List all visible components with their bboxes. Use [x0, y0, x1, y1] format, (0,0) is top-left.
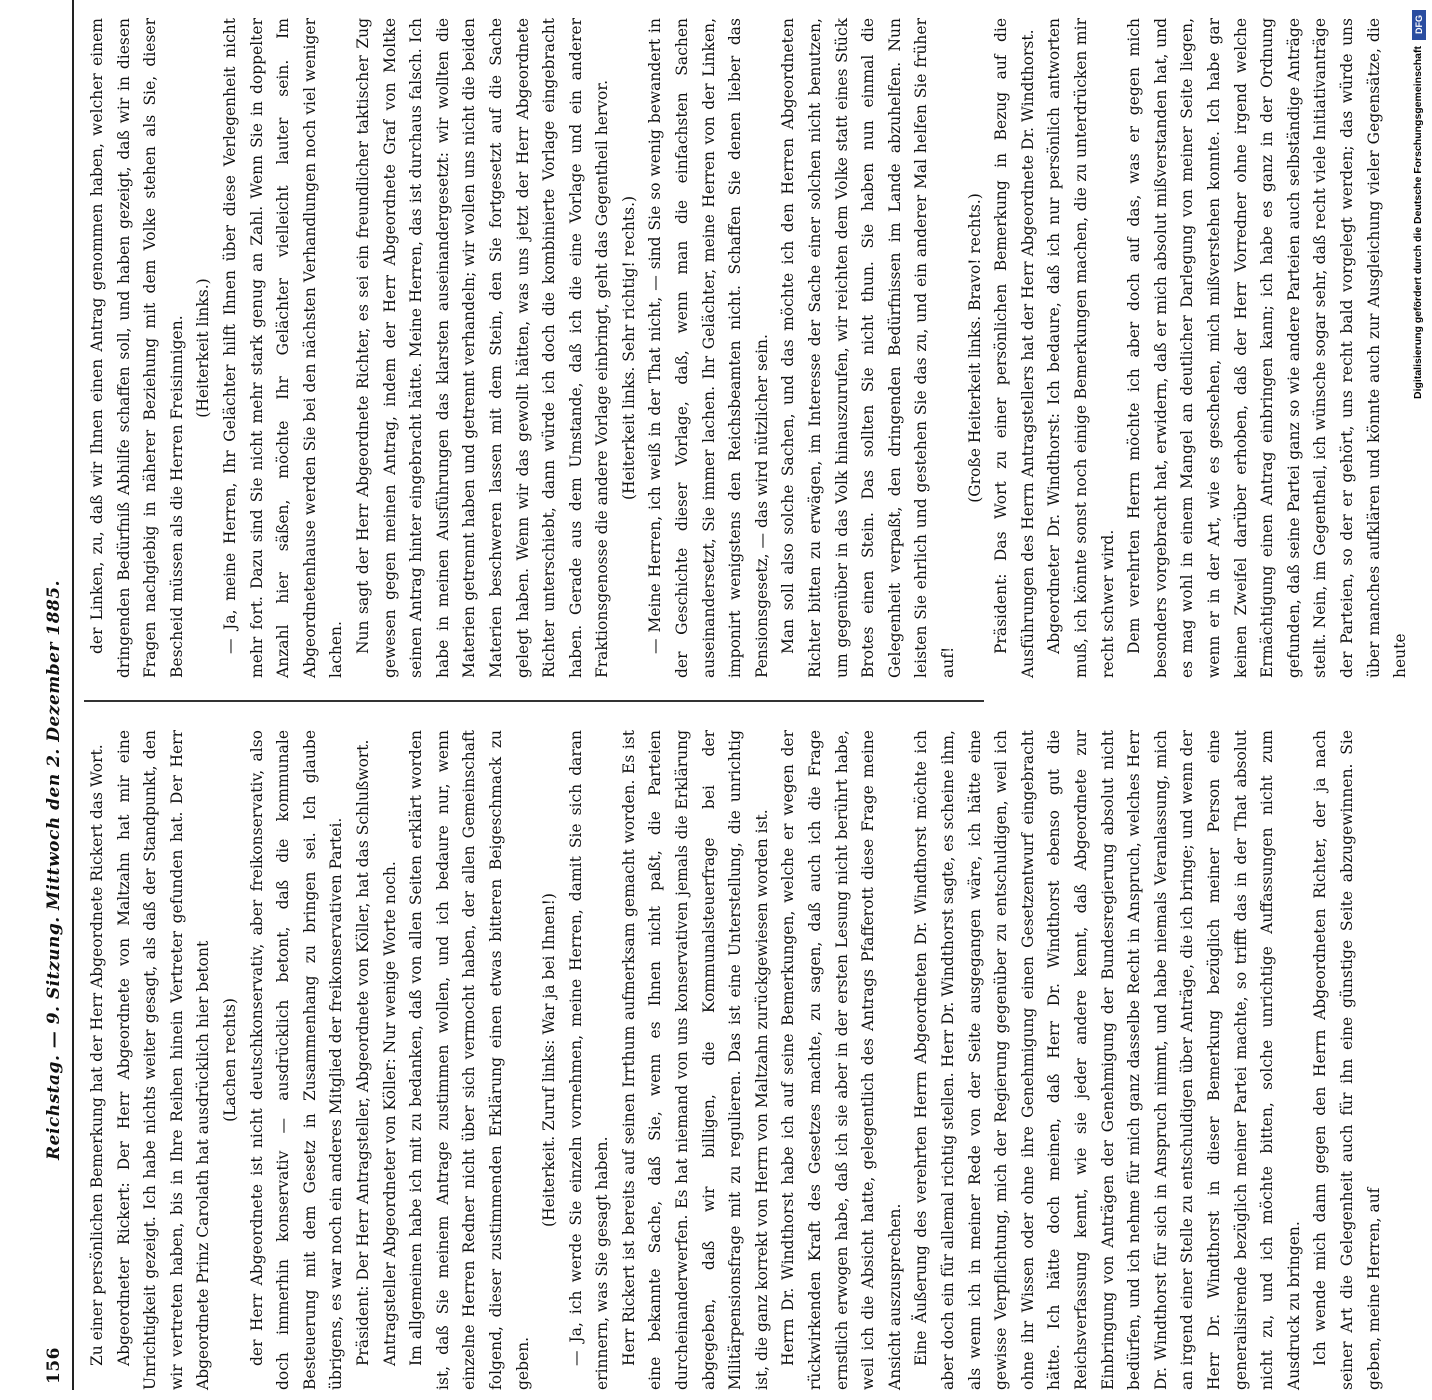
- page-number: 156: [44, 1347, 64, 1384]
- paragraph: Abgeordneter Dr. Windthorst: Ich bedaure, daß ich nur persönlich antworten muß, ich könnte sonst noch einige Bemerkungen machen, die zu unterdrücken mir recht schwer wird.: [1045, 18, 1117, 678]
- column-divider: [84, 700, 984, 702]
- paragraph: Ich wende mich dann gegen den Herrn Abgeordneten Richter, der ja nach seiner Art die Gelegenheit auch für ihn eine günstige Seite abzugewinnen. Sie geben, meine Herren, auf: [1311, 730, 1383, 1390]
- paragraph: Herrn Dr. Windthorst habe ich auf seine Bemerkungen, welche er wegen der rückwirkenden Kraft des Gesetzes machte, zu sagen, daß auch ich die Frage ernstlich erwogen habe, daß ich sie aber in der ersten Lesung nicht berührt habe, weil ich die Absicht hatte, gelegentlich des Antrags Pfafferott diese Frage meine Ansicht auszusprechen.: [779, 730, 904, 1390]
- paragraph: Eine Äußerung des verehrten Herrn Abgeordneten Dr. Windthorst möchte ich aber doch ein für allemal richtig stellen. Herr Dr. Windthorst sagte, es scheine ihm, als wenn ich in meiner Rede von der Seite ausgegangen wäre, ich hätte eine gewisse Verpflichtung, mich der Regierung gegenüber zu entschuldigen, weil ich ohne ihr Wissen oder ohne ihre Genehmigung einen Gesetzentwurf eingebracht hätte. Ich hätte doch meinen, daß Herr Dr. Windthorst ebenso gut die Reichsverfassung kennt, wie sie jeder andere kennt, daß Abgeordnete zur Einbringung von Anträgen der Genehmigung der Bundesregierung absolut nicht bedürfen, und ich nehme für mich ganz dasselbe Recht in Anspruch, welches Herr Dr. Windthorst für sich in Anspruch nimmt, und habe niemals Veranlassung, mich an irgend einer Stelle zu entschuldigen über Anträge, die ich bringe; und wenn der Herr Dr. Windthorst in dieser Bemerkung bezüglich meiner Person eine generalisirende bezüglich meiner Partei machte, so trifft das in der That absolut nicht zu, und ich möchte bitten, solche unrichtige Auffassungen nicht zum Ausdruck zu bringen.: [912, 730, 1303, 1390]
- dfg-logo: DFG: [1412, 10, 1426, 40]
- paragraph: (Lachen rechts): [220, 998, 239, 1122]
- paragraph: Herr Rickert ist bereits auf seinen Irrthum aufmerksam gemacht worden. Es ist eine bekannte Sache, daß Sie, wenn es Ihnen nicht paßt, die Parteien durcheinanderwerfen. Es hat niemand von uns konservativen jemals die Erklärung abgegeben, daß wir billigen, die Kommunalsteuerfrage bei der Militärpensionsfrage mit zu regulieren. Das ist eine Unterstellung, die unrichtig ist, die ganz korrekt von Herrn von Maltzahn zurückgewiesen worden ist.: [619, 730, 771, 1390]
- paragraph: Nun sagt der Herr Abgeordnete Richter, es sei ein freundlicher taktischer Zug gewesen gegen meinen Antrag, indem der Herr Abgeordnete Graf von Moltke seinen Antrag hinter eingebracht hätte. Meine Herren, das ist durchaus falsch. Ich habe in meinen Ausführungen das klarsten auseinandergesetzt: wir wollten die Materien getrennt haben und getrennt verhandeln; wir wollen uns nicht die beiden Materien beschweren lassen mit dem Stein, den Sie fortgesetzt auf die Sache gelegt haben. Wenn wir das gewollt hätten, was uns jetzt der Herr Abgeordnete Richter unterschiebt, dann würde ich doch die kombinierte Vorlage eingebracht haben. Gerade aus dem Umstande, daß ich die eine Vorlage und ein anderer Fraktionsgenosse die andere Vorlage einbringt, geht das Gegentheil hervor.: [353, 18, 612, 678]
- paragraph: — Ja, meine Herren, Ihr Gelächter hilft Ihnen über diese Verlegenheit nicht mehr fort. Dazu sind Sie nicht mehr stark genug an Zahl. Wenn Sie in doppelter Anzahl hier säßen, möchte Ihr Gelächter vielleicht lauter sein. Im Abgeordnetenhause werden Sie bei den nächsten Verhandlungen noch viel weniger lachen.: [220, 18, 346, 678]
- paragraph: der Linken, zu, daß wir Ihnen einen Antrag genommen haben, welcher einem dringenden Bedürfniß Abhilfe schaffen soll, und haben gezeigt, daß wir in diesen Fragen nachgiebig in näherer Beziehung mit dem Volke stehen als Sie, dieser Bescheid müssen als die Herren Freisinnigen.: [88, 18, 186, 678]
- paragraph: Präsident: Das Wort zu einer persönlichen Bemerkung in Bezug auf die Ausführungen des Herrn Antragstellers hat der Herr Abgeordnete Dr. Windthorst.: [992, 18, 1037, 678]
- paragraph: Antragsteller Abgeordneter von Köller: Nur wenige Worte noch.: [380, 861, 399, 1366]
- paragraph: (Heiterkeit. Zuruf links: War ja bei Ihnen!): [540, 893, 559, 1227]
- page-header: [40, 0, 70, 1390]
- paragraph: — Ja, ich werde Sie einzeln vornehmen, meine Herren, damit Sie sich daran erinnern, was Sie gesagt haben.: [566, 730, 612, 1390]
- rotated-page: [40, 0, 1410, 1400]
- paragraph: — Meine Herren, ich weiß in der That nicht, — sind Sie so wenig bewandert in der Geschichte dieser Vorlage, daß, wenn man die einfachsten Sachen auseinandersetzt, Sie immer lachen. Ihr Gelächter, meine Herren von der Linken, imponirt wenigstens den Reichsbeamten nicht. Schaffen Sie denen lieber das Pensionsgesetz, — das wird nützlicher sein.: [646, 18, 771, 678]
- page-content: [40, 0, 1410, 1390]
- header-rule: [72, 0, 74, 1390]
- right-column: [84, 18, 1410, 678]
- paragraph: Man soll also solche Sachen, und das möchte ich den Herren Abgeordneten Richter bitten zu erwägen, im Interesse der Sache einer solchen nicht benutzen, um gegenüber in das Volk hinauszurufen, wir reichten dem Volke statt eines Stück Brotes einen Stein. Das sollten Sie nicht thun. Sie haben nun einmal die Gelegenheit verpaßt, den dringenden Bedürfnissen im Lande abzuhelfen. Nun leisten Sie ehrlich und gestehen Sie das zu, und ein anderer Mal helfen Sie früher auf!: [779, 18, 957, 678]
- digitization-note: Digitalisierung gefördert durch die Deutsche Forschungsgemeinschaft: [1412, 46, 1424, 399]
- left-column: [84, 730, 1383, 1390]
- paragraph: Dem verehrten Herrn möchte ich aber doch auf das, was er gegen mich besonders vorgebracht hat, erwidern, daß er mich absolut mißverstanden hat, und es mag wohl in einem Mangel an deutlicher Darlegung von meiner Seite liegen, wenn er in der Art, wie es geschehen, mich mißverstehen konnte. Ich habe gar keinen Zweifel darüber erhoben, daß der Herr Vorredner ohne irgend welche Ermächtigung einen Antrag einbringen kann; ich habe es ganz in der Ordnung gefunden, daß seine Partei ganz so wie andere Parteien auch selbständige Anträge stellt. Nein, im Gegentheil, ich wünsche sogar sehr, daß recht viele Initiativanträge der Parteien, so der er gehört, uns recht bald vorgelegt werden; das würde uns über manches aufklären und könnte auch zur Ausgleichung vieler Gegensätze, die heute: [1125, 18, 1410, 678]
- paragraph: Präsident: Der Herr Antragsteller, Abgeordnete von Köller, hat das Schlußwort.: [353, 739, 372, 1366]
- sidebar-credit: [1410, 6, 1426, 994]
- paragraph: (Heiterkeit links.): [194, 278, 213, 418]
- running-title: Reichstag. — 9. Sitzung. Mittwoch den 2. Dezember 1885.: [44, 579, 64, 1160]
- paragraph: Im allgemeinen habe ich mit zu bedanken, daß von allen Seiten erklärt worden ist, daß Sie meinem Antrage zustimmen wollen, und ich bedaure nur, wenn einzelne Herren Redner nicht über sich vermocht haben, der allen Gemeinschaft folgend, dieser zustimmenden Erklärung einen etwas bitteren Beigeschmack zu geben.: [407, 730, 532, 1390]
- paragraph: Abgeordneter Rickert: Der Herr Abgeordnete von Maltzahn hat mir eine Unrichtigkeit gezeigt. Ich habe nichts weiter gesagt, als daß der Standpunkt, den wir vertreten haben, bis in Ihre Reihen hinein Vertreter gefunden hat. Der Herr Abgeordnete Prinz Carolath hat ausdrücklich hier betont: [114, 730, 213, 1390]
- paragraph: (Große Heiterkeit links. Bravo! rechts.): [965, 193, 984, 503]
- paragraph: (Heiterkeit links. Sehr richtig! rechts.): [619, 195, 638, 501]
- paragraph: Zu einer persönlichen Bemerkung hat der Herr Abgeordnete Rickert das Wort.: [88, 744, 106, 1366]
- paragraph: der Herr Abgeordnete ist nicht deutschkonservativ, aber freikonservativ, also doch immerhin konservativ — ausdrücklich betont, daß die kommunale Besteuerung mit dem Gesetz in Zusammenhang zu bringen sei. Ich glaube übrigens, es war noch ein anderes Mitglied der freikonservativen Partei.: [247, 730, 346, 1390]
